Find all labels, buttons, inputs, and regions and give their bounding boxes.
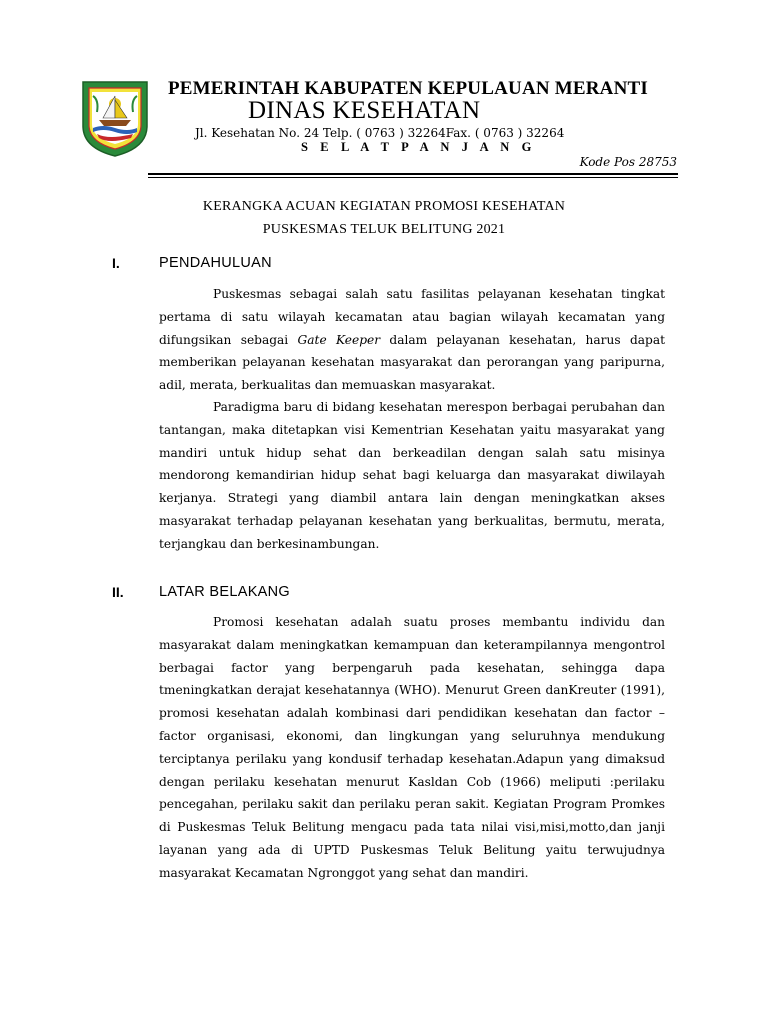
letterhead-divider-thick	[148, 173, 678, 175]
paragraph-text: dalam pelayanan kesehatan, harus dapat memberikan pelayanan kesehatan masyarakat dan perorangan yang paripurna, adil, merata, berkualitas dan memuaskan masyarakat.	[159, 332, 665, 393]
letterhead-address: Jl. Kesehatan No. 24 Telp. ( 0763 ) 32264Fax. ( 0763 ) 32264	[195, 126, 565, 140]
letterhead-city: S E L A T P A N J A N G	[301, 140, 536, 154]
paragraph-italic-term: Gate Keeper	[297, 332, 381, 347]
section-1-paragraph-1	[159, 283, 665, 397]
section-number: I.	[112, 255, 120, 271]
section-2-paragraph-1: Promosi kesehatan adalah suatu proses membantu individu dan masyarakat dalam meningkatkan kemampuan dan keterampilannya mengontrol berbagai factor yang berpengaruh pada kesehatan, sehingga dapa tmeningkatkan derajat kesehatannya (WHO). Menurut Green danKreuter (1991), promosi kesehatan adalah kombinasi dari pendidikan kesehatan dan factor – factor organisasi, ekonomi, dan lingkungan yang seluruhnya mendukung terciptanya perilaku yang kondusif terhadap kesehatan.Adapun yang dimaksud dengan perilaku kesehatan menurut Kasldan Cob (1966) meliputi :perilaku pencegahan, perilaku sakit dan perilaku peran sakit. Kegiatan Program Promkes di Puskesmas Teluk Belitung mengacu pada tata nilai visi,misi,motto,dan janji layanan yang ada di UPTD Puskesmas Teluk Belitung yaitu terwujudnya masyarakat Kecamatan Ngronggot yang sehat dan mandiri.	[159, 615, 665, 880]
document-title-line1: KERANGKA ACUAN KEGIATAN PROMOSI KESEHATAN	[202, 199, 566, 214]
section-heading-latar-belakang: LATAR BELAKANG	[159, 584, 290, 600]
letterhead-postal-code: Kode Pos 28753	[579, 155, 677, 169]
section-number: II.	[112, 584, 124, 600]
letterhead-government-name: PEMERINTAH KABUPATEN KEPULAUAN MERANTI	[168, 78, 648, 99]
letterhead-agency-name: DINAS KESEHATAN	[248, 97, 481, 124]
section-heading-pendahuluan: PENDAHULUAN	[159, 255, 272, 271]
document-title-line2: PUSKESMAS TELUK BELITUNG 2021	[262, 222, 506, 237]
section-1-paragraph-2: Paradigma baru di bidang kesehatan merespon berbagai perubahan dan tantangan, maka ditetapkan visi Kementrian Kesehatan yaitu masyarakat yang mandiri untuk hidup sehat dan berkeadilan dengan salah satu misinya mendorong kemandirian hidup sehat bagi keluarga dan masyarakat diwilayah kerjanya. Strategi yang diambil antara lain dengan meningkatkan akses masyarakat terhadap pelayanan kesehatan yang berkualitas, bermutu, merata, terjangkau dan berkesinambungan.	[159, 400, 665, 551]
kepulauan-meranti-emblem-icon	[79, 78, 151, 158]
letterhead-divider-thin	[148, 177, 678, 178]
paragraph-text: Puskesmas sebagai salah satu fasilitas pelayanan kesehatan tingkat pertama di satu wilayah kecamatan atau bagian wilayah kecamatan yang difungsikan sebagai	[159, 287, 665, 347]
